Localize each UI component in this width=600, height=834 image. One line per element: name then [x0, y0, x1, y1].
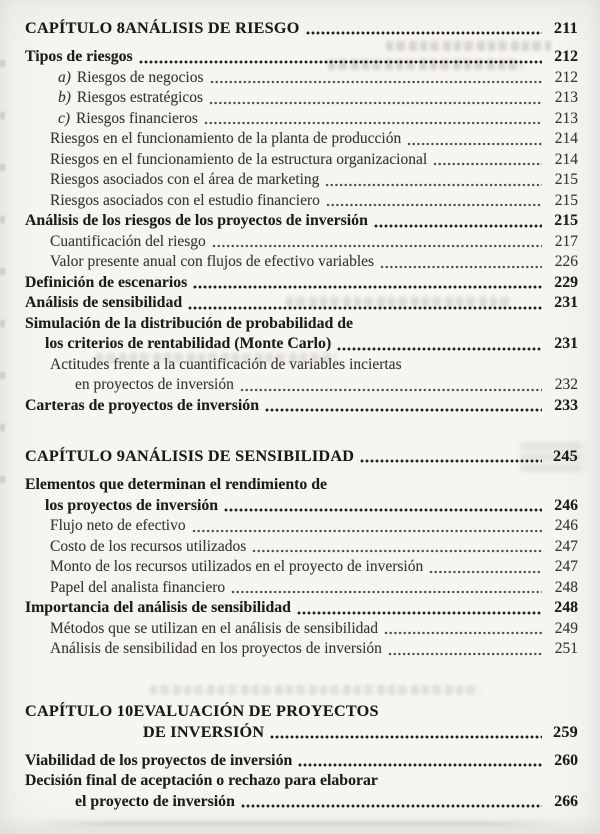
page-number: 247 [554, 558, 578, 575]
entry-title: Análisis de sensibilidad [25, 294, 183, 311]
dot-leader [265, 407, 542, 413]
entry-title: Monto de los recursos utilizados en el proyecto de inversión [50, 558, 424, 575]
entry-title: Flujo neto de efectivo [50, 517, 186, 534]
toc-entry [25, 578, 578, 599]
entry-title: Riesgos en el funcionamiento de la estructura organizacional [50, 150, 428, 168]
page-number: 215 [554, 191, 578, 209]
toc-entry [25, 129, 578, 150]
toc-entry [25, 496, 578, 517]
entry-title: el proyecto de inversión [75, 792, 235, 810]
page-number: 214 [554, 150, 578, 168]
entry-title: Viabilidad de los proyectos de inversión [25, 751, 293, 769]
toc-entry [25, 170, 578, 191]
dot-leader [384, 630, 542, 636]
toc-entry [25, 68, 578, 89]
dot-leader [326, 202, 542, 208]
toc-entry [25, 211, 578, 232]
toc-entry [25, 273, 578, 294]
dot-leader [360, 458, 542, 464]
chapter-title-cont: DE INVERSIÓN [143, 722, 265, 741]
dot-leader [224, 507, 542, 513]
chapter-title: EVALUACIÓN DE PROYECTOS [133, 701, 379, 720]
entry-title: Importancia del análisis de sensibilidad [25, 599, 291, 616]
toc-entry [25, 88, 578, 109]
page-number: 231 [554, 335, 578, 352]
entry-letter: b) [58, 89, 71, 106]
entry-title: Riesgos de negocios [76, 68, 204, 86]
page-number: 226 [554, 253, 578, 270]
chapter-label: CAPÍTULO 10 [25, 701, 134, 720]
toc-chapter-heading [25, 701, 578, 722]
page-number: 231 [554, 294, 578, 311]
entry-title: Riesgos asociados con el estudio financiero [50, 191, 320, 209]
toc-entry [25, 792, 578, 813]
toc-entry [25, 516, 578, 537]
dot-leader [297, 610, 542, 616]
toc-entry [25, 537, 578, 558]
dot-leader [325, 182, 542, 188]
dot-leader [429, 569, 542, 575]
dot-leader [209, 100, 542, 106]
toc-entry [25, 619, 578, 640]
toc-entry [25, 47, 578, 68]
dot-leader [240, 387, 542, 393]
toc-entry [25, 396, 578, 417]
entry-title: Actitudes frente a la cuantificación de variables inciertas [50, 355, 402, 373]
chapter-title: ANÁLISIS DE SENSIBILIDAD [125, 447, 355, 465]
toc-entry [25, 639, 578, 660]
toc-entry [25, 191, 578, 212]
toc-chapter-heading-cont [25, 722, 578, 743]
dot-leader [298, 762, 542, 768]
entry-title: Definición de escenarios [25, 273, 188, 291]
dot-leader [380, 264, 542, 270]
page-number: 248 [554, 599, 578, 616]
table-of-contents [25, 18, 578, 812]
page-number: 246 [554, 517, 578, 534]
entry-title: los proyectos de inversión [45, 496, 219, 514]
dot-leader [192, 528, 542, 534]
toc-entry [25, 355, 578, 376]
page-number: 248 [554, 578, 578, 596]
entry-title: Elementos que determinan el rendimiento de [25, 476, 328, 493]
page-number: 211 [553, 19, 578, 37]
toc-entry [25, 293, 578, 314]
dot-leader [433, 161, 542, 167]
page-number: 245 [552, 447, 578, 465]
toc-entry [25, 771, 578, 792]
page-number: 214 [554, 130, 578, 147]
page-number: 247 [554, 537, 578, 555]
page-number: 266 [554, 792, 578, 810]
toc-entry [25, 252, 578, 273]
toc-chapter-heading [25, 18, 578, 39]
chapter-title: ANÁLISIS DE RIESGO [125, 19, 300, 37]
entry-title: Costo de los recursos utilizados [50, 537, 247, 555]
dot-leader [231, 589, 542, 595]
page-number: 249 [554, 619, 578, 637]
entry-title: Cuantificación del riesgo [50, 232, 206, 250]
entry-title: en proyectos de inversión [75, 376, 234, 393]
toc-entry [25, 475, 578, 496]
page-number: 229 [554, 273, 578, 291]
entry-letter: c) [58, 109, 71, 127]
toc-entry [25, 109, 578, 130]
entry-title: Riesgos financieros [76, 109, 198, 127]
page-number: 217 [554, 232, 578, 250]
chapter-group [25, 18, 578, 416]
toc-entry [25, 751, 578, 772]
entry-title: Tipos de riesgos [25, 48, 133, 65]
entry-title: Papel del analista financiero [50, 578, 226, 596]
chapter-group [25, 446, 578, 660]
page-number: 215 [554, 212, 578, 229]
dot-leader [374, 223, 542, 229]
dot-leader [407, 141, 542, 147]
dot-leader [306, 30, 542, 36]
toc-chapter-heading [25, 446, 578, 467]
entry-letter: a) [58, 68, 71, 86]
toc-entry [25, 334, 578, 355]
page-number: 246 [554, 496, 578, 514]
entry-title: Riesgos en el funcionamiento de la planta de producción [50, 130, 402, 147]
page-number: 212 [554, 68, 578, 86]
dot-leader [388, 651, 542, 657]
page-number: 251 [554, 640, 578, 657]
toc-entry [25, 232, 578, 253]
entry-title: Decisión final de aceptación o rechazo para elaborar [25, 772, 378, 789]
scan-edge-artifact [0, 60, 5, 520]
toc-entry [25, 150, 578, 171]
dot-leader [193, 284, 542, 290]
toc-entry [25, 598, 578, 619]
page-number: 260 [554, 751, 578, 769]
page-number: 259 [552, 722, 578, 741]
entry-title: Riesgos asociados con el área de marketing [50, 171, 320, 188]
entry-title: Análisis de sensibilidad en los proyectos de inversión [50, 640, 382, 657]
dot-leader [204, 120, 542, 126]
dot-leader [212, 243, 542, 249]
page-number: 233 [554, 396, 578, 414]
entry-title: Análisis de los riesgos de los proyectos de inversión [25, 212, 368, 229]
chapter-label: CAPÍTULO 8 [25, 19, 126, 37]
toc-entry [25, 314, 578, 335]
page-number: 212 [554, 48, 578, 65]
dot-leader [337, 346, 542, 352]
dot-leader [139, 59, 542, 65]
chapter-group [25, 701, 578, 813]
entry-title: Valor presente anual con flujos de efectivo variables [50, 253, 375, 270]
entry-title: Métodos que se utilizan en el análisis de sensibilidad [50, 619, 379, 637]
dot-leader [210, 79, 543, 85]
toc-entry [25, 557, 578, 578]
dot-leader [270, 734, 542, 740]
dot-leader [188, 305, 542, 311]
entry-title: Simulación de la distribución de probabilidad de [25, 314, 354, 332]
chapter-label: CAPÍTULO 9 [25, 447, 126, 465]
entry-title: Carteras de proyectos de inversión [25, 396, 259, 414]
page-number: 213 [554, 89, 578, 106]
entry-title: Riesgos estratégicos [76, 89, 204, 106]
dot-leader [252, 548, 542, 554]
dot-leader [241, 803, 542, 809]
entry-title: los criterios de rentabilidad (Monte Carlo) [45, 335, 332, 352]
toc-entry [25, 375, 578, 396]
page-number: 215 [554, 171, 578, 188]
page-number: 232 [554, 376, 578, 393]
scan-shadow-line [28, 822, 568, 826]
page-number: 213 [554, 109, 578, 127]
